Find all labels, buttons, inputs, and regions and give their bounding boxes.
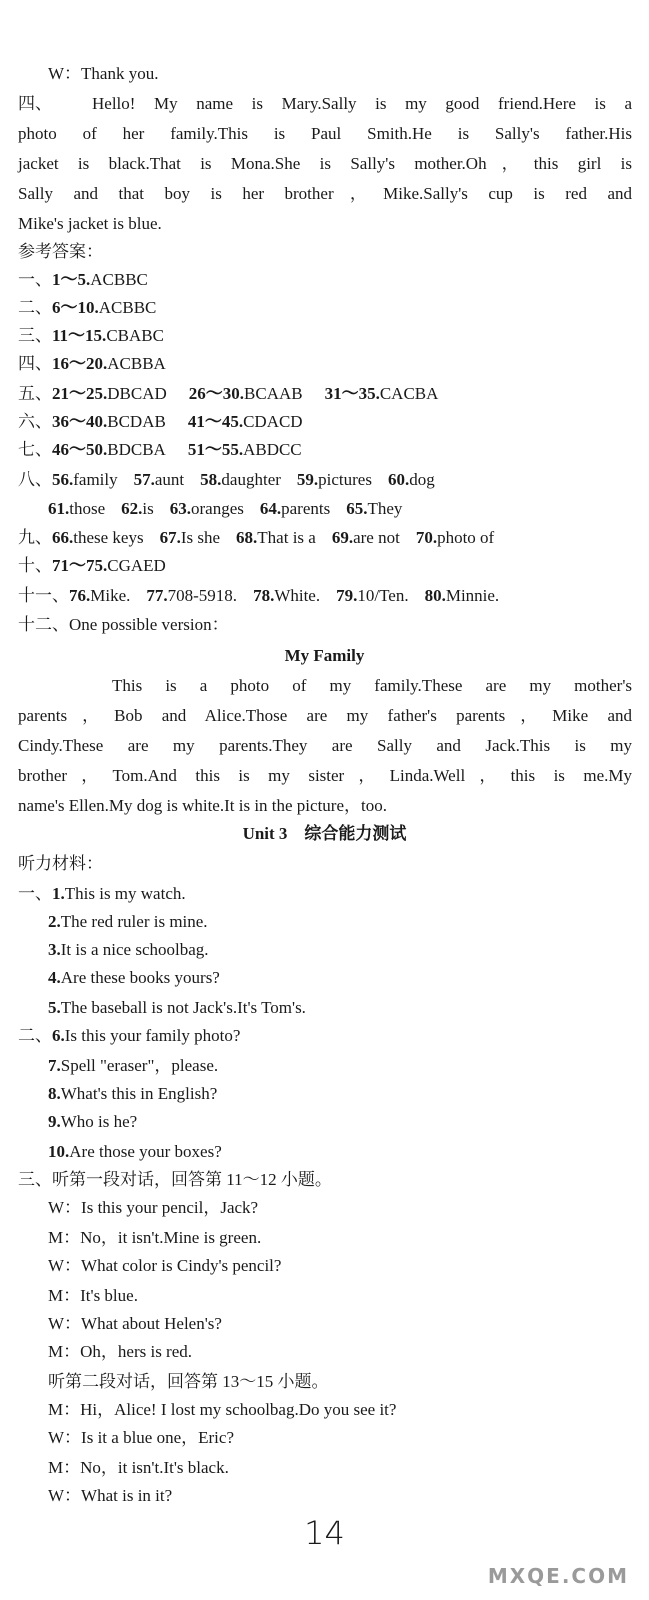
essay-line: brother，Tom.And this is my sister，Linda.Well，this is me.My	[18, 766, 632, 785]
answer-range: 51～55.	[187, 440, 244, 459]
answer-prefix: 四、	[18, 354, 52, 373]
answer-text: aunt	[154, 470, 185, 489]
answer-text: these keys	[73, 528, 144, 547]
question-text: Are these books yours?	[60, 968, 220, 987]
essay-line: name's Ellen.My dog is white.It is in the picture，too.	[18, 796, 387, 815]
question-row	[48, 996, 306, 1020]
question-number: 1.	[52, 884, 65, 903]
answer-text: pictures	[318, 470, 372, 489]
answer-text: That is a	[257, 528, 316, 547]
answer-number: 64.	[259, 499, 282, 518]
answer-row	[18, 324, 164, 348]
answer-prefix: 六、	[18, 412, 52, 431]
answer-prefix: 七、	[18, 440, 52, 459]
essay-line: Cindy.These are my parents.They are Sally and Jack.This is my	[18, 736, 632, 755]
answer-number: 68.	[236, 528, 258, 547]
question-number: 6.	[52, 1026, 65, 1045]
watermark-logo: MXQE.COM	[487, 1564, 629, 1588]
answer-row: 十二、One possible version：	[18, 615, 229, 634]
answer-range: 21～25.	[52, 384, 108, 403]
answer-text: CBABC	[106, 326, 164, 345]
answer-row	[18, 468, 435, 492]
answer-number: 57.	[133, 470, 155, 489]
question-row	[18, 882, 186, 906]
question-row	[48, 910, 208, 934]
question-number: 4.	[48, 968, 61, 987]
answer-text: Mike.	[90, 586, 131, 605]
question-row	[48, 1140, 222, 1164]
answer-number: 66.	[52, 528, 74, 547]
answer-text: 708-5918.	[167, 586, 238, 605]
dialogue-line: M：It's blue.	[48, 1286, 138, 1305]
question-row	[48, 938, 209, 962]
answer-row	[18, 352, 166, 376]
answer-range: 46～50.	[52, 440, 108, 459]
dialogue-instruction: 听第二段对话，回答第 13～15 小题。	[48, 1372, 329, 1391]
question-text: Spell "eraser"，please.	[60, 1056, 219, 1075]
question-text: Is this your family photo?	[64, 1026, 241, 1045]
answer-number: 80.	[424, 586, 446, 605]
question-text: This is my watch.	[64, 884, 186, 903]
answer-number: 78.	[253, 586, 275, 605]
dialogue-line: M：No，it isn't.It's black.	[48, 1458, 229, 1477]
question-text: What's this in English?	[60, 1084, 218, 1103]
answer-range: 11～15.	[52, 326, 107, 345]
answer-row	[18, 296, 156, 320]
question-row	[48, 966, 220, 990]
answer-text: 10/Ten.	[357, 586, 409, 605]
answer-number: 70.	[415, 528, 438, 547]
question-number: 8.	[48, 1084, 61, 1103]
answer-row	[18, 526, 494, 550]
answer-text: BDCBA	[107, 440, 166, 459]
answer-text: photo of	[437, 528, 495, 547]
answer-number: 62.	[121, 499, 143, 518]
answer-text: Minnie.	[445, 586, 500, 605]
answer-number: 76.	[69, 586, 91, 605]
question-number: 2.	[48, 912, 61, 931]
answer-number: 63.	[169, 499, 191, 518]
question-text: It is a nice schoolbag.	[60, 940, 209, 959]
answer-text: parents	[281, 499, 331, 518]
answer-prefix: 五、	[18, 384, 52, 403]
answer-row	[18, 554, 166, 578]
answer-prefix: 一、	[18, 270, 52, 289]
dialogue-line: W：Thank you.	[48, 64, 159, 83]
answer-range: 71～75.	[52, 556, 108, 575]
answer-text: Is she	[180, 528, 221, 547]
answer-prefix: 二、	[18, 298, 52, 317]
answer-number: 79.	[336, 586, 358, 605]
dialogue-line: M：Oh，hers is red.	[48, 1342, 193, 1361]
answer-text: is	[142, 499, 154, 518]
dialogue-line: M：Hi，Alice! I lost my schoolbag.Do you see it?	[48, 1400, 397, 1419]
question-prefix: 二、	[18, 1026, 52, 1045]
answer-text: daughter	[221, 470, 281, 489]
dialogue-line: M：No，it isn't.Mine is green.	[48, 1228, 262, 1247]
answer-row	[48, 497, 402, 521]
answer-text: BCDAB	[107, 412, 166, 431]
answer-prefix: 八、	[18, 470, 52, 489]
question-number: 10.	[48, 1142, 70, 1161]
answer-range: 41～45.	[187, 412, 244, 431]
answer-prefix: 三、	[18, 326, 52, 345]
answer-prefix: 十一、	[18, 586, 69, 605]
dialogue-line: W：Is it a blue one，Eric?	[48, 1428, 234, 1447]
question-row	[48, 1082, 217, 1106]
answer-row	[18, 410, 303, 434]
answer-text: ABDCC	[243, 440, 302, 459]
answer-row	[18, 584, 499, 608]
answer-prefix: 九、	[18, 528, 52, 547]
answer-range: 16～20.	[52, 354, 108, 373]
answer-text: BCAAB	[244, 384, 303, 403]
answer-text: ACBBC	[90, 270, 148, 289]
answer-number: 77.	[146, 586, 168, 605]
question-text: The baseball is not Jack's.It's Tom's.	[60, 998, 306, 1017]
answer-key-heading: 参考答案：	[18, 242, 103, 261]
question-row	[48, 1054, 218, 1078]
answer-range: 26～30.	[188, 384, 245, 403]
answer-text: dog	[409, 470, 435, 489]
answer-text: are not	[353, 528, 400, 547]
answer-text: CGAED	[107, 556, 166, 575]
answer-prefix: 十、	[18, 556, 52, 575]
answer-range: 36～40.	[52, 412, 108, 431]
page-number: 14	[304, 1514, 345, 1552]
paragraph-line: Hello! My name is Mary.Sally is my good friend.Here is a	[92, 94, 632, 113]
answer-number: 61.	[48, 499, 70, 518]
answer-text: those	[69, 499, 106, 518]
section-number: 四、	[18, 94, 52, 113]
paragraph-line: photo of her family.This is Paul Smith.He is Sally's father.His	[18, 124, 632, 143]
unit-title: Unit 3 综合能力测试	[242, 824, 407, 843]
listening-heading: 听力材料：	[18, 854, 103, 873]
answer-number: 56.	[52, 470, 74, 489]
question-number: 7.	[48, 1056, 61, 1075]
answer-text: family	[73, 470, 118, 489]
dialogue-line: W：What color is Cindy's pencil?	[48, 1256, 282, 1275]
question-text: The red ruler is mine.	[60, 912, 208, 931]
paragraph-line: jacket is black.That is Mona.She is Sally's mother.Oh，this girl is	[18, 154, 632, 173]
answer-text: ACBBC	[98, 298, 157, 317]
answer-text: CDACD	[243, 412, 303, 431]
answer-range: 6～10.	[52, 298, 99, 317]
answer-number: 60.	[387, 470, 410, 489]
paragraph-line: Sally and that boy is her brother，Mike.Sally's cup is red and	[18, 184, 632, 203]
paragraph-line: Mike's jacket is blue.	[18, 214, 162, 233]
essay-line: parents，Bob and Alice.Those are my father's parents，Mike and	[18, 706, 632, 725]
question-prefix: 一、	[18, 884, 52, 903]
essay-title: My Family	[284, 646, 365, 665]
answer-text: oranges	[190, 499, 244, 518]
answer-number: 58.	[200, 470, 222, 489]
answer-number: 59.	[296, 470, 319, 489]
answer-number: 65.	[346, 499, 368, 518]
question-row	[18, 1024, 240, 1048]
question-number: 9.	[48, 1112, 61, 1131]
answer-text: ACBBA	[107, 354, 166, 373]
answer-text: DBCAD	[107, 384, 167, 403]
answer-text: They	[367, 499, 403, 518]
answer-text: White.	[274, 586, 321, 605]
answer-range: 31～35.	[324, 384, 380, 403]
dialogue-line: W：What about Helen's?	[48, 1314, 222, 1333]
essay-line: This is a photo of my family.These are my mother's	[112, 676, 632, 695]
answer-range: 1～5.	[52, 270, 91, 289]
answer-row	[18, 382, 438, 406]
question-text: Are those your boxes?	[69, 1142, 222, 1161]
question-number: 5.	[48, 998, 61, 1017]
dialogue-instruction: 三、听第一段对话，回答第 11～12 小题。	[18, 1170, 332, 1189]
dialogue-line: W：Is this your pencil，Jack?	[48, 1198, 259, 1217]
question-number: 3.	[48, 940, 61, 959]
answer-text: CACBA	[379, 384, 439, 403]
answer-number: 69.	[331, 528, 354, 547]
question-row	[48, 1110, 137, 1134]
answer-row	[18, 268, 148, 292]
dialogue-line: W：What is in it?	[48, 1486, 173, 1505]
answer-row	[18, 438, 302, 462]
answer-number: 67.	[159, 528, 181, 547]
question-text: Who is he?	[60, 1112, 138, 1131]
